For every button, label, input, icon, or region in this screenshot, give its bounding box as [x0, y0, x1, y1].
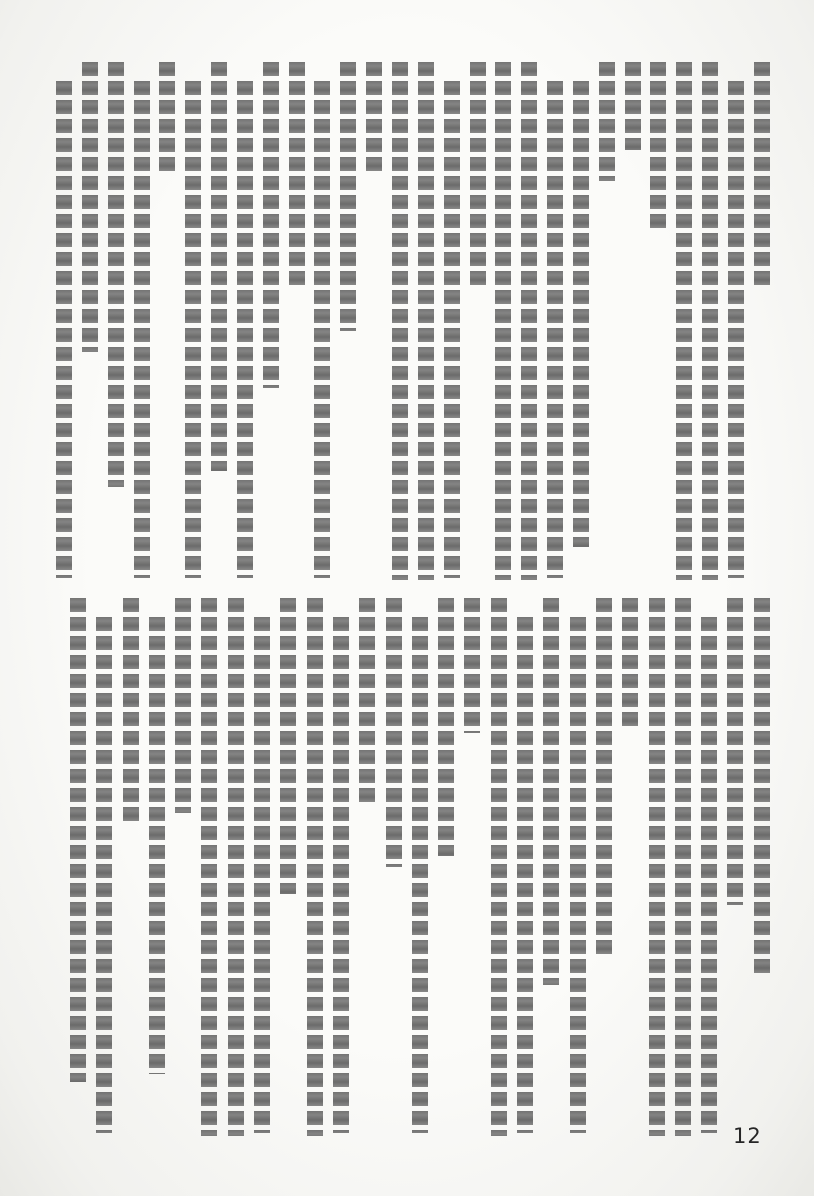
redacted-text-column — [201, 598, 217, 1136]
redacted-text-column — [307, 598, 323, 1136]
redacted-text-column — [70, 598, 86, 1082]
redacted-text-column — [727, 598, 743, 905]
redacted-text-column — [149, 617, 165, 1074]
redacted-text-column — [650, 62, 666, 233]
redacted-text-column — [254, 617, 270, 1133]
redacted-text-column — [521, 62, 537, 580]
redacted-text-column — [392, 62, 408, 580]
redacted-text-column — [622, 598, 638, 727]
redacted-text-column — [211, 62, 227, 471]
redacted-text-column — [702, 62, 718, 580]
redacted-text-column — [625, 62, 641, 150]
redacted-text-column — [82, 62, 98, 352]
redacted-text-column — [596, 598, 612, 958]
redacted-text-column — [517, 617, 533, 1133]
redacted-text-column — [175, 598, 191, 813]
redacted-text-column — [289, 62, 305, 290]
redacted-text-column — [547, 81, 563, 578]
redacted-text-column — [649, 598, 665, 1136]
redacted-text-column — [470, 62, 486, 290]
redacted-text-column — [495, 62, 511, 580]
redacted-text-column — [573, 81, 589, 547]
redacted-text-column — [386, 598, 402, 867]
redacted-text-column — [366, 62, 382, 171]
redacted-text-column — [56, 81, 72, 578]
redacted-text-column — [676, 62, 692, 580]
redacted-text-column — [728, 81, 744, 578]
redacted-text-column — [159, 62, 175, 171]
redacted-text-column — [491, 598, 507, 1136]
redacted-text-column — [701, 617, 717, 1133]
redacted-text-column — [754, 598, 770, 975]
redacted-text-column — [599, 62, 615, 181]
redacted-text-column — [570, 617, 586, 1133]
redacted-text-column — [134, 81, 150, 578]
redacted-text-column — [96, 617, 112, 1133]
page-number: 12 — [733, 1124, 762, 1148]
redacted-text-column — [228, 598, 244, 1136]
redacted-text-column — [333, 617, 349, 1133]
text-block-bottom-redacted — [70, 598, 770, 1136]
redacted-text-column — [418, 62, 434, 580]
redacted-text-column — [108, 62, 124, 487]
redacted-text-column — [340, 62, 356, 331]
redacted-text-column — [237, 81, 253, 578]
redacted-text-column — [754, 62, 770, 290]
redacted-text-column — [543, 598, 559, 985]
redacted-text-column — [185, 81, 201, 578]
redacted-text-column — [675, 598, 691, 1136]
text-block-top-redacted — [56, 62, 770, 580]
redacted-text-column — [444, 81, 460, 578]
redacted-text-column — [280, 598, 296, 894]
redacted-text-column — [412, 617, 428, 1133]
redacted-text-column — [438, 598, 454, 856]
redacted-text-column — [314, 81, 330, 578]
redacted-text-column — [263, 62, 279, 388]
redacted-text-column — [464, 598, 480, 733]
redacted-text-column — [359, 598, 375, 802]
redacted-text-column — [123, 598, 139, 824]
